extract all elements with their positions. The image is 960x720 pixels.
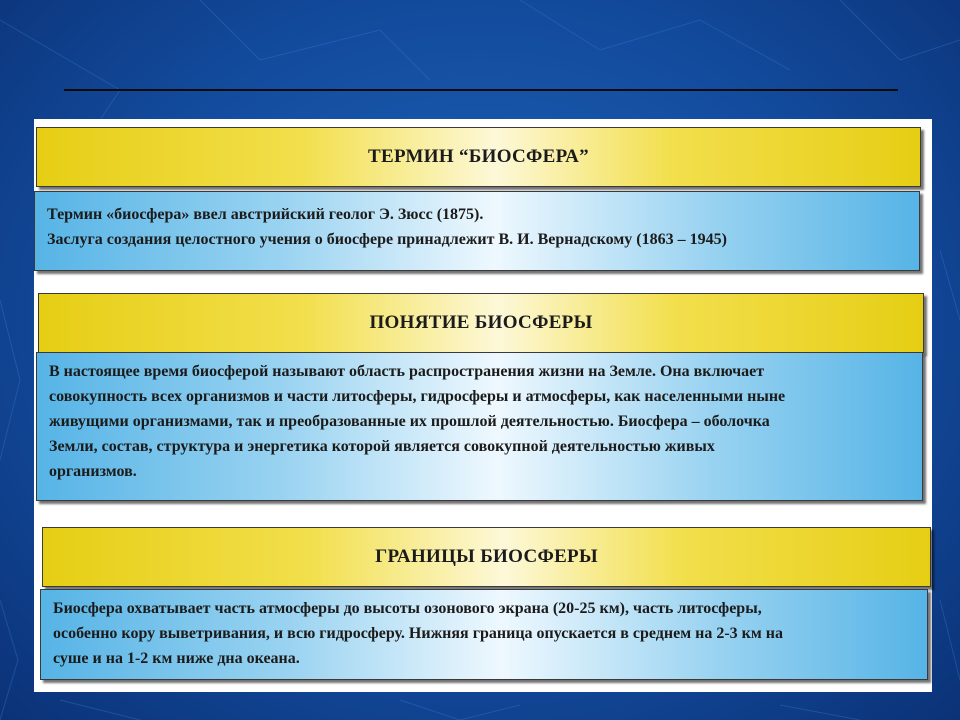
text-line: совокупность всех организмов и части литосферы, гидросферы и атмосферы, как населенными ныне (49, 388, 786, 405)
text-line: Термин «биосфера» ввел австрийский геолог Э. Зюсс (1875). (47, 206, 484, 223)
text-line: организмов. (49, 463, 137, 480)
section-header-term: ТЕРМИН “БИОСФЕРА” (36, 127, 921, 187)
section-body-concept (36, 352, 923, 501)
section-header-concept: ПОНЯТИЕ БИОСФЕРЫ (38, 293, 924, 353)
text-line: Биосфера охватывает часть атмосферы до высоты озонового экрана (20-25 км), часть литосферы, (53, 600, 762, 617)
text-line: В настоящее время биосферой называют область распространения жизни на Земле. Она включает (49, 363, 765, 380)
section-header-boundaries: ГРАНИЦЫ БИОСФЕРЫ (42, 527, 931, 587)
text-line: живущими организмами, так и преобразованные их прошлой деятельностью. Биосфера – оболочка (49, 413, 770, 430)
text-line: особенно кору выветривания, и всю гидросферу. Нижняя граница опускается в среднем на 2-3 км на (53, 625, 783, 642)
section-body-term (34, 191, 920, 271)
text-line: суше и на 1-2 км ниже дна океана. (53, 650, 300, 667)
text-line: Заслуга создания целостного учения о биосфере принадлежит В. И. Вернадскому (1863 – 1945) (47, 231, 727, 248)
text-line: Земли, состав, структура и энергетика которой является совокупной деятельностью живых (49, 438, 715, 455)
title-rule (64, 89, 898, 91)
content-panel (34, 119, 932, 692)
section-body-boundaries (40, 589, 928, 680)
